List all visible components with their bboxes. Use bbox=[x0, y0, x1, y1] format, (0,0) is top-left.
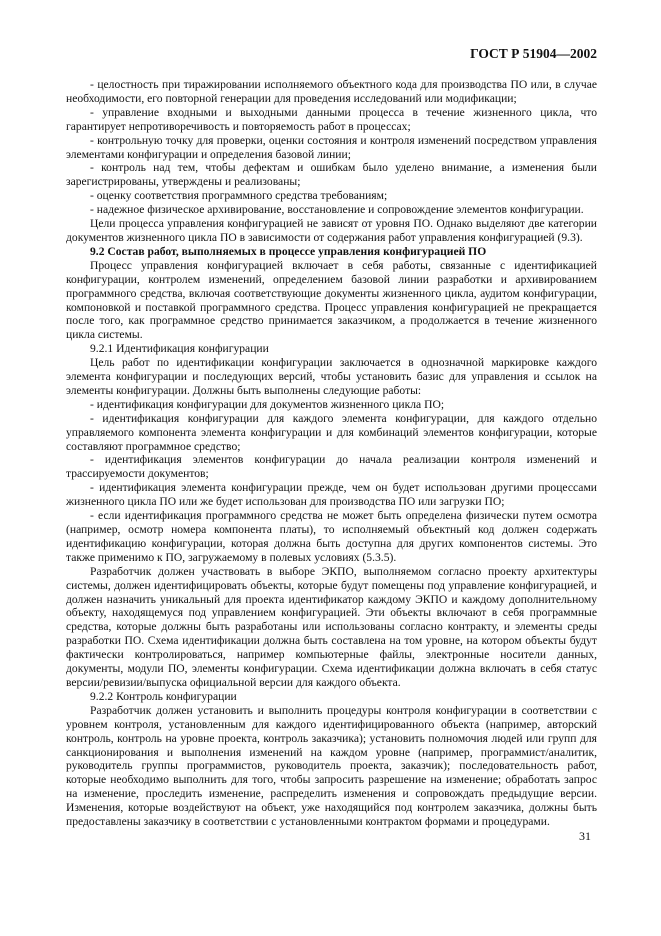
list-item: - если идентификация программного средства не может быть определена физически путем осмотра (например, осмотр номера компонента платы), то исполняемый объектный код должен содержать идентификацию конфигурации, которая должна быть доступна для других компонентов системы. Это также применимо к ПО, загружаемому в полевых условиях (5.3.5). bbox=[66, 509, 597, 564]
list-item: - контроль над тем, чтобы дефектам и ошибкам было уделено внимание, а изменения были зарегистрированы, утверждены и реализованы; bbox=[66, 161, 597, 189]
list-item: - идентификация конфигурации для документов жизненного цикла ПО; bbox=[90, 397, 445, 411]
paragraph: Разработчик должен участвовать в выборе ЭКПО, выполняемом согласно проекту архитектуры системы, должен идентифицировать объекты, которые будут помещены под управление конфигурацией, и должен назначить уникальный для проекта идентификатор каждому ЭКПО и каждому дополнительному объекту, находящемуся под управлением конфигурацией. Эти объекты включают в себя программные средства, которые должны быть разработаны или использованы согласно контракту, и элементы среды разработки ПО. Схема идентификации должна быть составлена на том уровне, на котором объекты будут фактически контролироваться, например компьютерные файлы, электронные носители данных, документы, модули ПО, элементы конфигурации. Схема идентификации должна включать в себя статус версии/ревизии/выпуска официальной версии для каждого объекта. bbox=[66, 564, 597, 689]
list-item: - идентификация элементов конфигурации до начала реализации контроля изменений и трассируемости документов; bbox=[66, 453, 597, 481]
standard-header: ГОСТ Р 51904—2002 bbox=[470, 46, 597, 61]
page-number: 31 bbox=[579, 829, 591, 843]
subsection-heading-9-2-2: 9.2.2 Контроль конфигурации bbox=[90, 689, 237, 703]
document-body bbox=[66, 78, 597, 829]
list-item: - оценку соответствия программного средства требованиям; bbox=[90, 189, 388, 203]
list-item: - идентификация конфигурации для каждого элемента конфигурации, для каждого отдельно управляемого компонента элемента конфигурации и для комбинаций элементов конфигурации, которые составляют программное средство; bbox=[66, 411, 597, 453]
list-item: - надежное физическое архивирование, восстановление и сопровождение элементов конфигурации. bbox=[90, 203, 584, 217]
list-item: - управление входными и выходными данными процесса в течение жизненного цикла, что гарантирует непротиворечивость и повторяемость работ в процессах; bbox=[66, 105, 597, 133]
list-item: - целостность при тиражировании исполняемого объектного кода для производства ПО или, в случае необходимости, его повторной генерации для проведения исследований или модификации; bbox=[66, 78, 597, 105]
paragraph: Цель работ по идентификации конфигурации заключается в однозначной маркировке каждого элемента конфигурации и последующих версий, чтобы установить базис для управления и ссылок на элементы конфигурации. Должны быть выполнены следующие работы: bbox=[66, 356, 597, 397]
section-heading-9-2: 9.2 Состав работ, выполняемых в процессе управления конфигурацией ПО bbox=[90, 244, 487, 258]
list-item: - контрольную точку для проверки, оценки состояния и контроля изменений посредством управления элементами конфигурации и определения базовой линии; bbox=[66, 133, 597, 161]
paragraph: Цели процесса управления конфигурацией не зависят от уровня ПО. Однако выделяют две категории документов жизненного цикла ПО в зависимости от содержания работ управления конфигурацией (9.3). bbox=[66, 217, 597, 244]
list-item: - идентификация элемента конфигурации прежде, чем он будет использован другими процессами жизненного цикла ПО или же будет использован для производства ПО или загрузки ПО; bbox=[66, 481, 597, 509]
subsection-heading-9-2-1: 9.2.1 Идентификация конфигурации bbox=[90, 342, 269, 356]
paragraph: Процесс управления конфигурацией включает в себя работы, связанные с идентификацией конфигурации, контролем изменений, определением базовой линии разработки и архивированием программного средства, включая соответствующие документы жизненного цикла, аудитом конфигурации, компоновкой и поставкой программного средства. Процесс управления конфигурацией не прекращается после того, как программное средство принимается заказчиком, а продолжается в течение жизненного цикла системы. bbox=[66, 258, 597, 342]
paragraph: Разработчик должен установить и выполнить процедуры контроля конфигурации в соответствии с уровнем контроля, установленным для каждого идентифицированного объекта (например, авторский контроль, контроль на уровне проекта, контроль заказчика); установить полномочия людей или групп для санкционирования и выполнения изменений на каждом уровне (например, программист/аналитик, руководитель группы программистов, руководитель проекта, заказчик); последовательность работ, которые необходимо выполнить для того, чтобы запросить разрешение на изменение; обработать запрос на изменение, проследить изменение, распределить изменения и сопровождать предыдущие версии. Изменения, которые воздействуют на объект, уже находящийся под контролем заказчика, должны быть предоставлены заказчику в соответствии с установленными контрактом формами и процедурами. bbox=[66, 703, 597, 829]
